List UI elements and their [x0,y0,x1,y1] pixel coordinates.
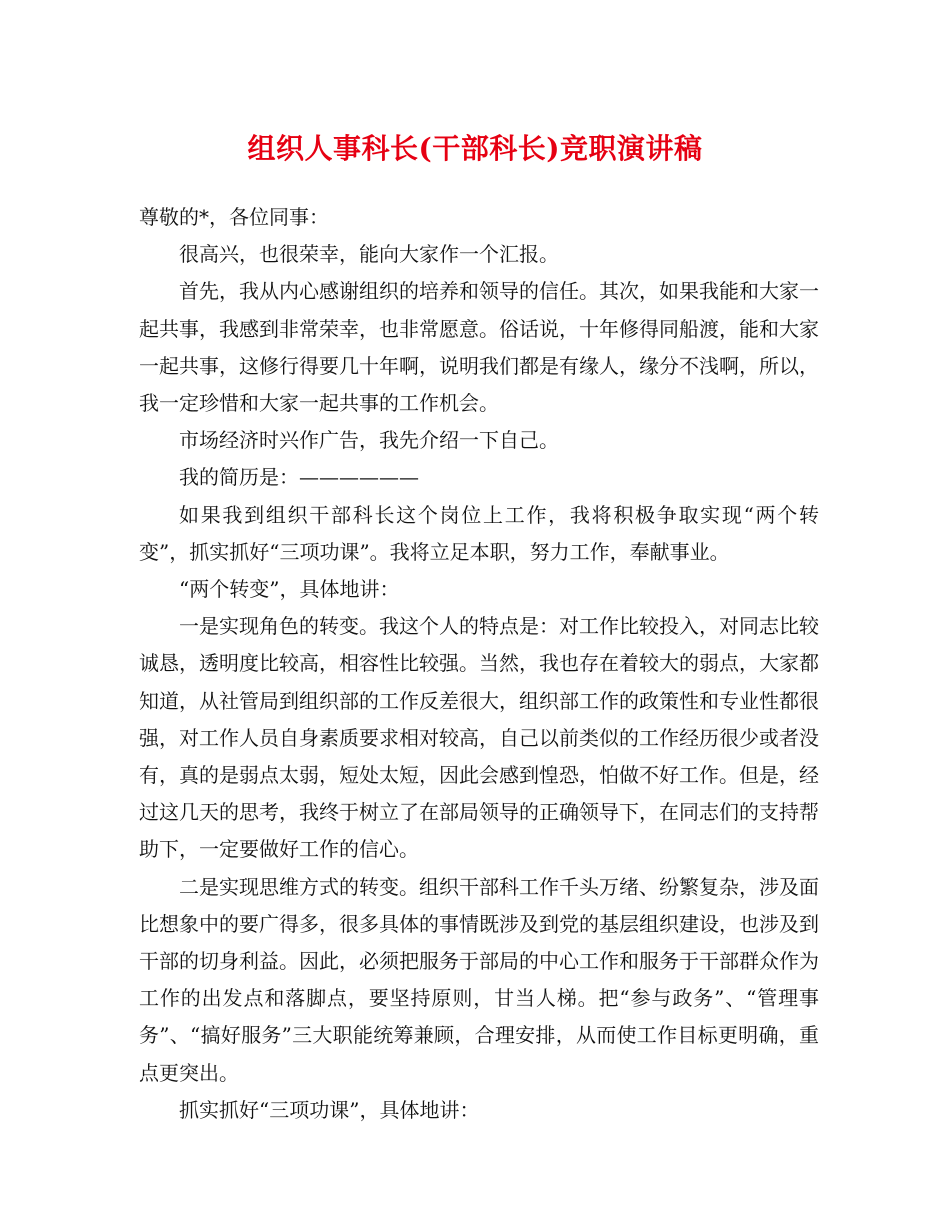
paragraph: 市场经济时兴作广告，我先介绍一下自己。 [179,428,559,453]
paragraph: 首先，我从内心感谢组织的培养和领导的信任。其次，如果我能和大家一起共事，我感到非常荣幸，也非常愿意。俗话说，十年修得同船渡，能和大家一起共事，这修行得要几十年啊，说明我们都是有缘人，缘分不浅啊，所以，我一定珍惜和大家一起共事的工作机会。 [139,279,819,416]
paragraph: 二是实现思维方式的转变。组织干部科工作千头万绪、纷繁复杂，涉及面比想象中的要广得多，很多具体的事情既涉及到党的基层组织建设，也涉及到干部的切身利益。因此，必须把服务于部局的中心工作和服务于干部群众作为工作的出发点和落脚点，要坚持原则，甘当人梯。把“参与政务”、“管理事务”、“搞好服务”三大职能统筹兼顾，合理安排，从而使工作目标更明确，重点更突出。 [139,874,819,1085]
salutation: 尊敬的*，各位同事： [139,205,329,229]
document-title: 组织人事科长(干部科长)竞职演讲稿 [247,132,703,165]
paragraph: “两个转变”，具体地讲： [179,577,400,602]
paragraph: 如果我到组织干部科长这个岗位上工作，我将积极争取实现“两个转变”，抓实抓好“三项功课”。我将立足本职，努力工作，奉献事业。 [139,502,819,564]
document-body [139,199,819,1129]
paragraph: 一是实现角色的转变。我这个人的特点是：对工作比较投入，对同志比较诚恳，透明度比较高，相容性比较强。当然，我也存在着较大的弱点，大家都知道，从社管局到组织部的工作反差很大，组织部工作的政策性和专业性都很强，对工作人员自身素质要求相对较高，自己以前类似的工作经历很少或者没有，真的是弱点太弱，短处太短，因此会感到惶恐，怕做不好工作。但是，经过这几天的思考，我终于树立了在部局领导的正确领导下，在同志们的支持帮助下，一定要做好工作的信心。 [139,614,819,862]
paragraph: 抓实抓好“三项功课”，具体地讲： [179,1097,480,1122]
paragraph: 我的简历是：—————— [179,465,419,490]
paragraph: 很高兴，也很荣幸，能向大家作一个汇报。 [179,242,559,267]
